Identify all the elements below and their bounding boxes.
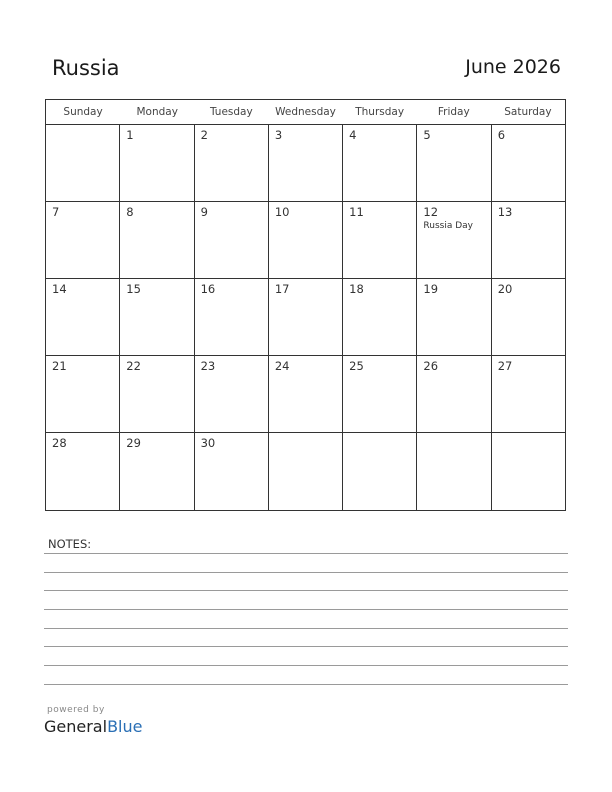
day-number: 21 xyxy=(52,359,67,373)
day-number: 18 xyxy=(349,282,364,296)
day-number: 25 xyxy=(349,359,364,373)
weekday-thursday: Thursday xyxy=(355,106,405,118)
day-number: 5 xyxy=(423,128,431,142)
day-cell-30 xyxy=(194,433,268,510)
day-number: 13 xyxy=(497,205,513,219)
day-cell-19 xyxy=(416,279,490,355)
day-cell-10 xyxy=(268,202,342,278)
note-line xyxy=(44,665,568,666)
day-number: 3 xyxy=(274,128,283,142)
week-row xyxy=(46,279,565,356)
day-cell-13 xyxy=(491,202,565,278)
day-number: 28 xyxy=(52,436,67,450)
day-cell-14 xyxy=(46,279,119,355)
weekday-friday: Friday xyxy=(437,106,470,118)
day-cell-29 xyxy=(119,433,193,510)
day-number: 26 xyxy=(423,359,439,373)
note-line xyxy=(44,646,568,647)
brand-general: General xyxy=(44,717,108,736)
day-cell-1 xyxy=(119,125,193,201)
day-cell-25 xyxy=(342,356,416,432)
weeks-container xyxy=(46,125,565,510)
week-row xyxy=(46,356,565,433)
day-cell-8 xyxy=(119,202,193,278)
day-number: 22 xyxy=(126,359,141,373)
day-cell-17 xyxy=(268,279,342,355)
powered-by-text: powered by xyxy=(47,705,105,715)
day-number: 10 xyxy=(274,205,290,219)
generalblue-logo xyxy=(44,717,142,736)
day-number: 11 xyxy=(349,205,364,219)
day-cell-2 xyxy=(194,125,268,201)
country-title: Russia xyxy=(52,56,120,80)
day-cell-22 xyxy=(119,356,193,432)
day-cell-3 xyxy=(268,125,342,201)
weekday-sunday: Sunday xyxy=(63,106,103,118)
day-number: 1 xyxy=(126,128,134,142)
day-cell-6 xyxy=(491,125,565,201)
day-number: 30 xyxy=(200,436,216,450)
month-title: June 2026 xyxy=(465,56,561,78)
week-row xyxy=(46,433,565,510)
day-number: 17 xyxy=(274,282,290,296)
day-cell-empty xyxy=(342,433,416,510)
day-number: 9 xyxy=(200,205,208,219)
day-number: 12 xyxy=(423,205,439,219)
day-number: 19 xyxy=(423,282,439,296)
day-cell-18 xyxy=(342,279,416,355)
day-number: 16 xyxy=(200,282,216,296)
day-number: 23 xyxy=(200,359,216,373)
day-cell-24 xyxy=(268,356,342,432)
note-line xyxy=(44,628,568,629)
day-cell-empty xyxy=(46,125,119,201)
calendar-grid xyxy=(45,99,566,511)
day-number: 27 xyxy=(497,359,513,373)
weekday-header-row xyxy=(46,100,565,125)
day-number: 24 xyxy=(274,359,290,373)
day-cell-empty xyxy=(491,433,565,510)
day-number: 14 xyxy=(52,282,67,296)
day-cell-28 xyxy=(46,433,119,510)
day-cell-20 xyxy=(491,279,565,355)
note-line xyxy=(44,572,568,573)
note-line xyxy=(44,684,568,685)
day-cell-12 xyxy=(416,202,490,278)
day-number: 8 xyxy=(126,205,134,219)
weekday-wednesday: Wednesday xyxy=(275,106,336,118)
holiday-label: Russia Day xyxy=(423,221,473,231)
day-cell-11 xyxy=(342,202,416,278)
day-cell-5 xyxy=(416,125,490,201)
day-number: 2 xyxy=(200,128,208,142)
day-number: 29 xyxy=(126,436,141,450)
weekday-monday: Monday xyxy=(136,106,178,118)
weekday-saturday: Saturday xyxy=(504,106,552,118)
note-line xyxy=(44,609,568,610)
week-row xyxy=(46,202,565,279)
day-cell-26 xyxy=(416,356,490,432)
day-cell-9 xyxy=(194,202,268,278)
brand-blue: Blue xyxy=(107,717,143,736)
note-line xyxy=(44,553,568,554)
day-number: 4 xyxy=(349,128,357,142)
day-number: 6 xyxy=(497,128,506,142)
note-line xyxy=(44,590,568,591)
day-cell-empty xyxy=(268,433,342,510)
day-cell-15 xyxy=(119,279,193,355)
week-row xyxy=(46,125,565,202)
day-cell-27 xyxy=(491,356,565,432)
day-number: 7 xyxy=(52,205,60,219)
day-number: 20 xyxy=(497,282,513,296)
day-cell-4 xyxy=(342,125,416,201)
day-number: 15 xyxy=(126,282,141,296)
weekday-tuesday: Tuesday xyxy=(209,106,253,118)
day-cell-7 xyxy=(46,202,119,278)
day-cell-21 xyxy=(46,356,119,432)
day-cell-16 xyxy=(194,279,268,355)
day-cell-empty xyxy=(416,433,490,510)
notes-label: NOTES: xyxy=(48,537,92,551)
day-cell-23 xyxy=(194,356,268,432)
